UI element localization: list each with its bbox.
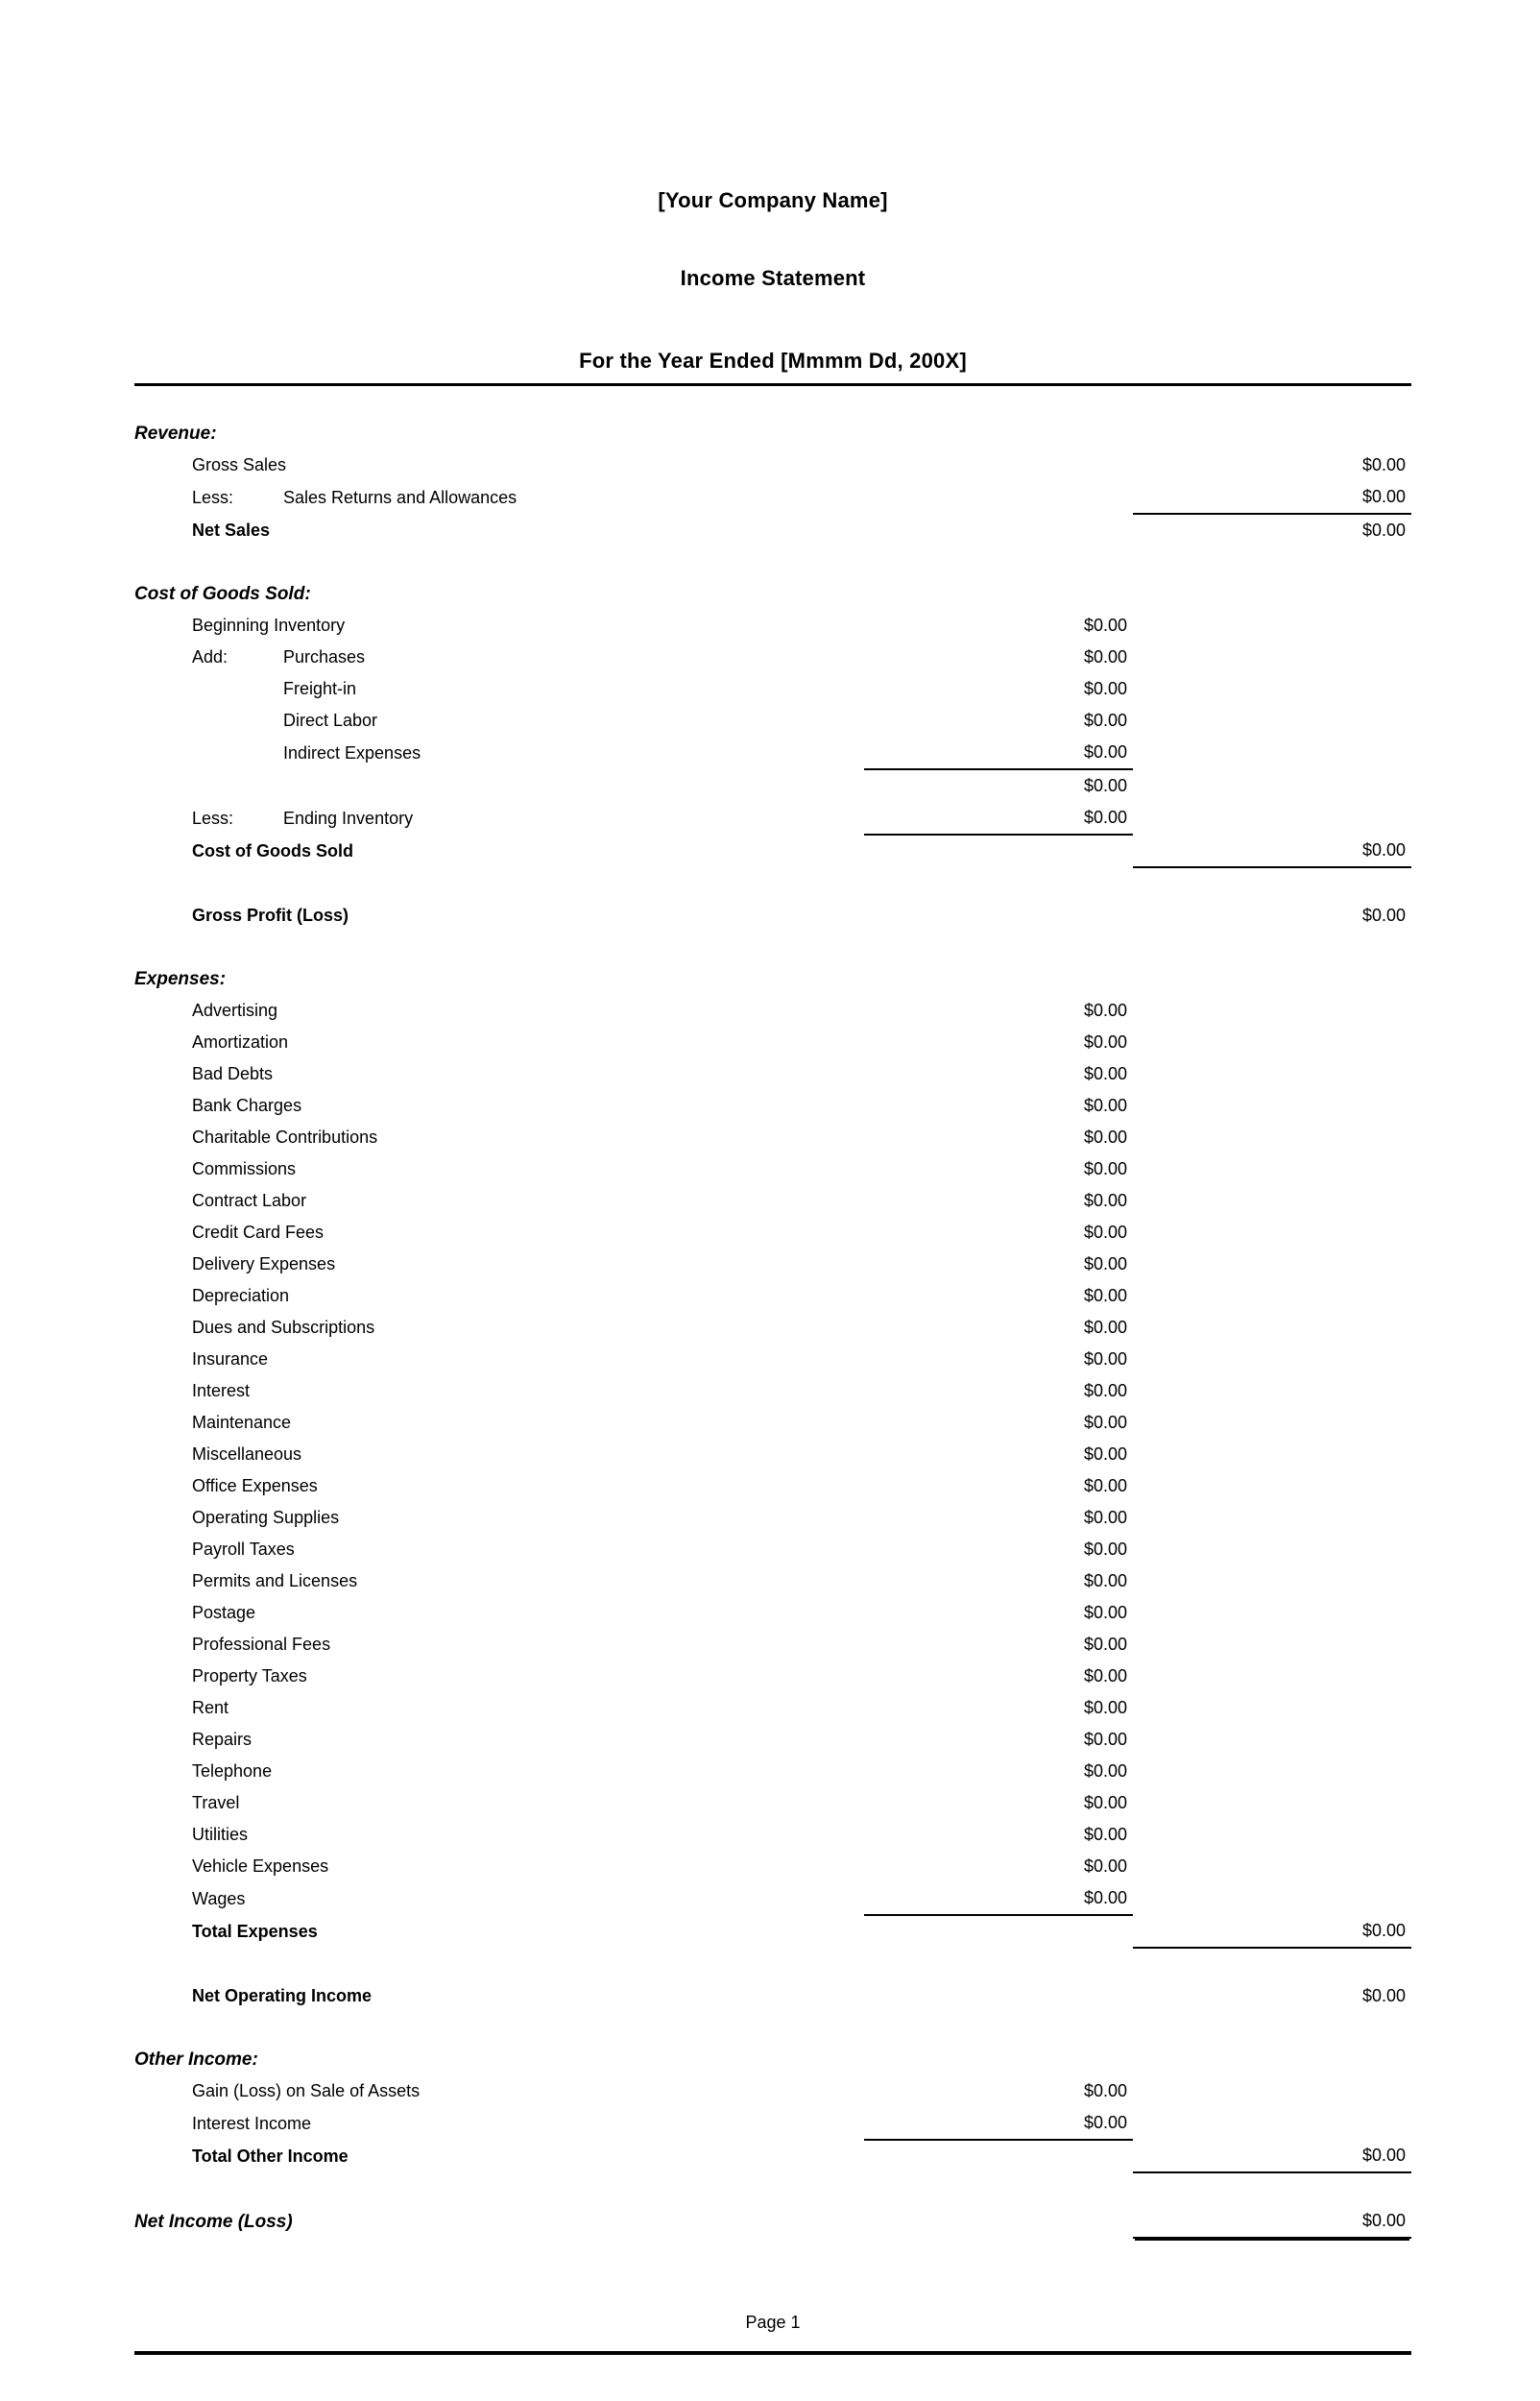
- row-amount: $0.00: [1361, 521, 1406, 540]
- row-label: Depreciation: [192, 1286, 290, 1305]
- table-row: [134, 995, 1411, 1027]
- table-row: [134, 737, 1411, 769]
- company-name: [Your Company Name]: [658, 188, 888, 212]
- row-label: Delivery Expenses: [192, 1254, 336, 1273]
- expenses-heading: Expenses:: [134, 969, 227, 989]
- statement-table: [134, 386, 1411, 2239]
- row-label: Freight-in: [283, 679, 357, 698]
- row-amount: $0.00: [1083, 647, 1127, 667]
- row-lead: Less:: [192, 488, 234, 507]
- row-label: Office Expenses: [192, 1476, 318, 1495]
- other-income-heading: Other Income:: [134, 2049, 258, 2070]
- row-label: Rent: [192, 1698, 229, 1717]
- row-amount: $0.00: [864, 1882, 1133, 1915]
- row-amount: $0.00: [1361, 455, 1406, 474]
- row-label: Gain (Loss) on Sale of Assets: [192, 2081, 421, 2100]
- table-row: [134, 1280, 1411, 1312]
- table-row: [134, 1027, 1411, 1058]
- table-row: [134, 1407, 1411, 1439]
- footer-divider: [134, 2351, 1411, 2355]
- row-label-lead: [192, 642, 864, 673]
- row-amount: $0.00: [864, 2107, 1133, 2140]
- table-row: [134, 1882, 1411, 1915]
- row-amount: $0.00: [864, 802, 1133, 835]
- table-row: [134, 1692, 1411, 1724]
- section-heading-revenue: [134, 418, 1411, 449]
- table-row: [134, 1502, 1411, 1534]
- row-amount: $0.00: [1083, 1064, 1127, 1083]
- row-label: Direct Labor: [283, 711, 378, 730]
- row-amount: $0.00: [1083, 1128, 1127, 1147]
- row-label: Purchases: [283, 647, 366, 667]
- row-amount: $0.00: [1083, 1254, 1127, 1273]
- row-amount: $0.00: [1083, 1666, 1127, 1686]
- row-label: Professional Fees: [192, 1635, 331, 1654]
- row-label: Beginning Inventory: [192, 616, 346, 635]
- row-label: Telephone: [192, 1761, 273, 1781]
- table-row: [134, 514, 1411, 546]
- row-amount: $0.00: [1083, 2081, 1127, 2100]
- table-row: [134, 610, 1411, 642]
- section-heading-expenses: [134, 963, 1411, 995]
- row-amount: $0.00: [1083, 1730, 1127, 1749]
- table-row: [134, 769, 1411, 802]
- table-row: [134, 1375, 1411, 1407]
- table-row: [134, 1090, 1411, 1122]
- table-row: [134, 1565, 1411, 1597]
- spacer-row: [134, 546, 1411, 578]
- table-row: [134, 835, 1411, 867]
- row-amount: $0.00: [1083, 679, 1127, 698]
- row-amount: $0.00: [1083, 1856, 1127, 1876]
- spacer-row: [134, 1948, 1411, 1980]
- revenue-heading: Revenue:: [134, 424, 217, 444]
- table-row: [134, 1534, 1411, 1565]
- row-amount: $0.00: [1083, 1318, 1127, 1337]
- row-amount: $0.00: [1133, 2205, 1411, 2238]
- row-amount: $0.00: [1083, 1603, 1127, 1622]
- row-amount: $0.00: [1083, 1223, 1127, 1242]
- statement-title: Income Statement: [680, 266, 866, 290]
- row-label: Travel: [192, 1793, 240, 1812]
- row-label: Postage: [192, 1603, 256, 1622]
- row-amount: $0.00: [1083, 1032, 1127, 1052]
- spacer-row: [134, 2172, 1411, 2205]
- table-row: [134, 1756, 1411, 1787]
- row-lead: Less:: [192, 809, 234, 828]
- row-amount: $0.00: [1083, 711, 1127, 730]
- row-label: Payroll Taxes: [192, 1540, 295, 1559]
- row-label: Ending Inventory: [283, 809, 414, 828]
- row-amount: $0.00: [1083, 1096, 1127, 1115]
- row-amount: $0.00: [1083, 1508, 1127, 1527]
- row-label: Contract Labor: [192, 1191, 307, 1210]
- table-row: [134, 1597, 1411, 1629]
- table-row: [134, 1058, 1411, 1090]
- row-amount: $0.00: [1083, 1444, 1127, 1464]
- table-row: [134, 705, 1411, 737]
- row-amount: $0.00: [1133, 1915, 1411, 1948]
- table-row: [134, 1153, 1411, 1185]
- table-row: [134, 1470, 1411, 1502]
- total-expenses-row: [134, 1915, 1411, 1948]
- table-row: [134, 673, 1411, 705]
- page-number: Page 1: [745, 2313, 801, 2332]
- table-row: [134, 1851, 1411, 1882]
- row-label-lead: [192, 481, 864, 514]
- row-label: Interest Income: [192, 2114, 312, 2133]
- row-amount: $0.00: [1083, 1476, 1127, 1495]
- table-row: [134, 1344, 1411, 1375]
- document-header: [134, 188, 1411, 374]
- table-row: [134, 802, 1411, 835]
- page-footer: [134, 2313, 1411, 2333]
- row-label: Dues and Subscriptions: [192, 1318, 375, 1337]
- row-amount: $0.00: [1133, 481, 1411, 514]
- row-label: Advertising: [192, 1001, 278, 1020]
- row-label: Cost of Goods Sold: [192, 841, 353, 861]
- row-amount: $0.00: [1083, 776, 1127, 795]
- row-label: Miscellaneous: [192, 1444, 302, 1464]
- row-label: Wages: [192, 1889, 246, 1908]
- row-amount: $0.00: [864, 737, 1133, 769]
- row-label: Bank Charges: [192, 1096, 302, 1115]
- row-amount: $0.00: [1083, 1413, 1127, 1432]
- row-label: Vehicle Expenses: [192, 1856, 329, 1876]
- row-amount: $0.00: [1083, 1571, 1127, 1590]
- table-row: [134, 449, 1411, 481]
- row-label: Gross Profit (Loss): [192, 906, 349, 925]
- spacer-row: [134, 386, 1411, 418]
- row-label: Interest: [192, 1381, 251, 1400]
- row-label: Operating Supplies: [192, 1508, 340, 1527]
- row-amount: $0.00: [1083, 1540, 1127, 1559]
- table-row: [134, 1629, 1411, 1661]
- row-label: [192, 769, 864, 802]
- row-label: Permits and Licenses: [192, 1571, 358, 1590]
- row-label: Insurance: [192, 1349, 269, 1369]
- table-row: [134, 1249, 1411, 1280]
- row-label: Total Other Income: [192, 2146, 349, 2166]
- row-amount: $0.00: [1083, 1698, 1127, 1717]
- table-row: [134, 2107, 1411, 2140]
- row-label: Credit Card Fees: [192, 1223, 325, 1242]
- document-body: [134, 163, 1411, 2239]
- row-label: Net Income (Loss): [134, 2212, 293, 2232]
- table-row: [134, 2075, 1411, 2107]
- row-label: Bad Debts: [192, 1064, 274, 1083]
- row-amount: $0.00: [1083, 1191, 1127, 1210]
- row-amount: $0.00: [1361, 1986, 1406, 2005]
- row-amount: $0.00: [1083, 1793, 1127, 1812]
- row-amount: $0.00: [1083, 1349, 1127, 1369]
- row-amount: $0.00: [1083, 1761, 1127, 1781]
- cogs-heading: Cost of Goods Sold:: [134, 584, 311, 604]
- row-amount: $0.00: [1083, 1159, 1127, 1178]
- table-row: [134, 1185, 1411, 1217]
- section-heading-cogs: [134, 578, 1411, 610]
- row-label: Utilities: [192, 1825, 249, 1844]
- row-amount: $0.00: [1083, 1635, 1127, 1654]
- spacer-row: [134, 932, 1411, 963]
- net-operating-income-row: [134, 1980, 1411, 2012]
- row-amount: $0.00: [1083, 1381, 1127, 1400]
- table-row: [134, 1312, 1411, 1344]
- row-label-lead: [192, 802, 864, 835]
- row-label: Total Expenses: [192, 1922, 318, 1941]
- row-amount: $0.00: [1083, 1001, 1127, 1020]
- table-row: [134, 1724, 1411, 1756]
- row-label: Gross Sales: [192, 455, 287, 474]
- row-lead: Add:: [192, 647, 229, 667]
- table-row: [134, 1439, 1411, 1470]
- row-amount: $0.00: [1083, 1825, 1127, 1844]
- table-row: [134, 1661, 1411, 1692]
- table-row: [134, 642, 1411, 673]
- total-other-income-row: [134, 2140, 1411, 2172]
- table-row: [134, 1122, 1411, 1153]
- statement-period: For the Year Ended [Mmmm Dd, 200X]: [579, 349, 967, 373]
- row-label: Indirect Expenses: [283, 743, 421, 763]
- table-row: [134, 1217, 1411, 1249]
- table-row: [134, 1819, 1411, 1851]
- net-income-row: [134, 2205, 1411, 2238]
- row-amount: $0.00: [1361, 906, 1406, 925]
- row-label: Charitable Contributions: [192, 1128, 378, 1147]
- table-row: [134, 481, 1411, 514]
- row-label: Commissions: [192, 1159, 297, 1178]
- row-label: Net Operating Income: [192, 1986, 373, 2005]
- table-row: [134, 1787, 1411, 1819]
- spacer-row: [134, 2012, 1411, 2044]
- row-amount: $0.00: [1133, 835, 1411, 867]
- row-amount: $0.00: [1083, 616, 1127, 635]
- row-label: Maintenance: [192, 1413, 292, 1432]
- row-label: Property Taxes: [192, 1666, 307, 1686]
- row-label: Amortization: [192, 1032, 289, 1052]
- row-amount: $0.00: [1133, 2140, 1411, 2172]
- gross-profit-row: [134, 900, 1411, 932]
- row-amount: $0.00: [1083, 1286, 1127, 1305]
- spacer-row: [134, 867, 1411, 900]
- row-label: Net Sales: [192, 521, 271, 540]
- row-label: Sales Returns and Allowances: [283, 488, 517, 507]
- section-heading-other-income: [134, 2044, 1411, 2075]
- row-label: Repairs: [192, 1730, 253, 1749]
